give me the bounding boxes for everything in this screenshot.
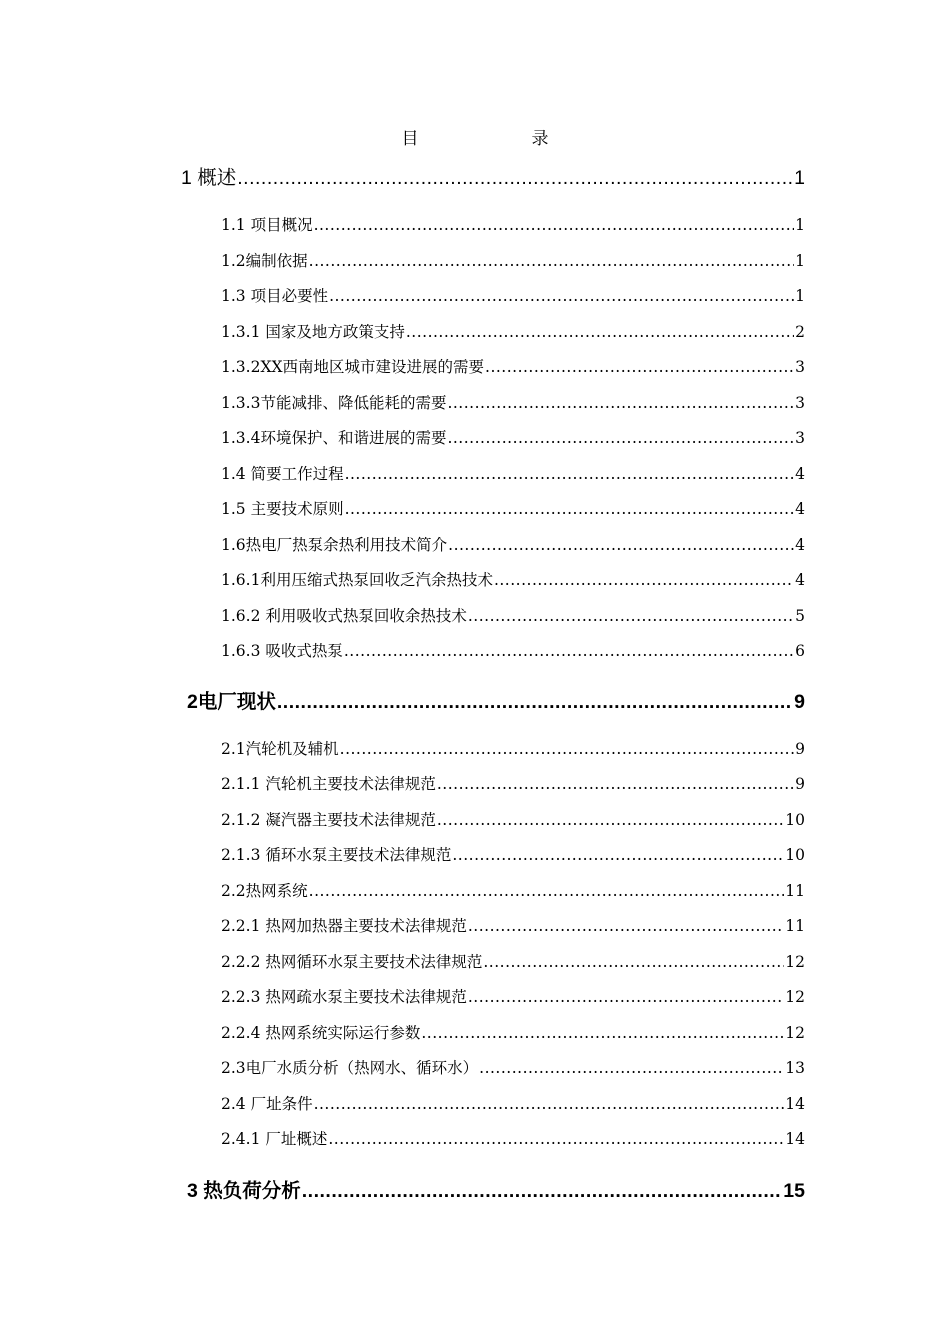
dot-leader (483, 953, 784, 971)
toc-entry[interactable] (221, 808, 805, 830)
toc-entry[interactable] (221, 639, 805, 661)
dot-leader (485, 358, 794, 376)
toc-entry-label: 2电厂现状 (187, 691, 276, 713)
toc-entry[interactable] (221, 213, 805, 235)
toc-entry-label: 1.3.3节能减排、降低能耗的需要 (221, 394, 447, 412)
toc-entry[interactable] (221, 737, 805, 759)
toc-entry-label: 2.2.4 热网系统实际运行参数 (221, 1024, 421, 1042)
toc-entry-page: 1 (795, 216, 805, 234)
toc-entry-page: 6 (795, 642, 805, 660)
toc-entry-label: 1.3 项目必要性 (221, 287, 329, 305)
dot-leader (344, 642, 794, 660)
toc-entry-label: 2.2.2 热网循环水泵主要技术法律规范 (221, 953, 483, 971)
toc-entry[interactable] (221, 355, 805, 377)
toc-entry[interactable] (221, 320, 805, 342)
dot-leader (340, 740, 794, 758)
toc-entry[interactable] (221, 772, 805, 794)
toc-entry[interactable] (221, 1127, 805, 1149)
toc-entry-label: 2.2热网系统 (221, 882, 308, 900)
toc-entry-page: 3 (795, 429, 805, 447)
toc-entry-label: 2.2.1 热网加热器主要技术法律规范 (221, 917, 467, 935)
dot-leader (448, 536, 794, 554)
toc-entry-label: 1.4 简要工作过程 (221, 465, 344, 483)
dot-leader (421, 1024, 784, 1042)
dot-leader (406, 323, 794, 341)
dot-leader (468, 988, 784, 1006)
toc-entry[interactable] (221, 1092, 805, 1114)
toc-entry[interactable] (221, 1056, 805, 1078)
toc-entry-label: 1.2编制依据 (221, 252, 308, 270)
toc-entry-page: 12 (785, 953, 805, 971)
toc-entry-label: 2.2.3 热网疏水泵主要技术法律规范 (221, 988, 467, 1006)
dot-leader (314, 216, 795, 234)
toc-entry[interactable] (221, 950, 805, 972)
toc-entry-label: 1.6.3 吸收式热泵 (221, 642, 343, 660)
dot-leader (452, 846, 784, 864)
toc-entry[interactable] (221, 843, 805, 865)
toc-entry-chapter-2[interactable] (187, 686, 805, 714)
toc-entry[interactable] (221, 284, 805, 306)
dot-leader (329, 287, 794, 305)
toc-entry-label: 1.5 主要技术原则 (221, 500, 344, 518)
toc-entry[interactable] (221, 1021, 805, 1043)
toc-entry-page: 9 (794, 691, 805, 713)
toc-entry-page: 12 (785, 1024, 805, 1042)
toc-entry-page: 4 (795, 536, 805, 554)
dot-leader (277, 691, 793, 714)
dot-leader (309, 252, 794, 270)
toc-entry-page: 9 (795, 775, 805, 793)
toc-entry-page: 1 (795, 287, 805, 305)
dot-leader (237, 167, 793, 190)
toc-entry-page: 4 (795, 465, 805, 483)
toc-entry[interactable] (221, 426, 805, 448)
toc-entry-label: 3 热负荷分析 (187, 1180, 301, 1202)
toc-entry-chapter-1[interactable] (181, 162, 805, 190)
toc-entry[interactable] (221, 497, 805, 519)
toc-entry[interactable] (221, 914, 805, 936)
toc-entry-page: 14 (785, 1130, 805, 1148)
toc-entry[interactable] (221, 985, 805, 1007)
toc-entry-page: 15 (783, 1180, 805, 1202)
toc-entry-label: 2.1汽轮机及辅机 (221, 740, 339, 758)
dot-leader (345, 465, 795, 483)
dot-leader (437, 811, 784, 829)
toc-entry[interactable] (221, 533, 805, 555)
dot-leader (468, 917, 784, 935)
dot-leader (302, 1180, 783, 1203)
toc-entry-label: 1.3.2XX西南地区城市建设进展的需要 (221, 358, 485, 376)
toc-entry-label: 2.1.3 循环水泵主要技术法律规范 (221, 846, 452, 864)
toc-entry-page: 10 (785, 846, 805, 864)
toc-entry-page: 11 (785, 917, 805, 935)
dot-leader (328, 1130, 784, 1148)
toc-entry[interactable] (221, 604, 805, 626)
toc-entry-label: 2.4 厂址条件 (221, 1095, 313, 1113)
toc-entry-label: 1.1 项目概况 (221, 216, 313, 234)
dot-leader (314, 1095, 785, 1113)
toc-entry[interactable] (221, 249, 805, 271)
toc-entry-label: 2.1.1 汽轮机主要技术法律规范 (221, 775, 436, 793)
toc-entry-page: 9 (795, 740, 805, 758)
toc-entry-label: 1 概述 (181, 167, 237, 189)
dot-leader (479, 1059, 784, 1077)
toc-entry-label: 2.1.2 凝汽器主要技术法律规范 (221, 811, 436, 829)
toc-entry-page: 5 (795, 607, 805, 625)
toc-entry[interactable] (221, 462, 805, 484)
toc-entry-page: 13 (785, 1059, 805, 1077)
toc-entry-page: 1 (794, 167, 805, 189)
dot-leader (437, 775, 794, 793)
toc-entry-page: 10 (785, 811, 805, 829)
toc-entry-page: 14 (785, 1095, 805, 1113)
toc-entry[interactable] (221, 568, 805, 590)
toc-entry-label: 1.6.2 利用吸收式热泵回收余热技术 (221, 607, 467, 625)
toc-entry-chapter-3[interactable] (187, 1175, 805, 1203)
toc-entry-page: 3 (795, 394, 805, 412)
toc-entry-label: 1.3.4环境保护、和谐进展的需要 (221, 429, 447, 447)
toc-entry-label: 1.6热电厂热泵余热利用技术简介 (221, 536, 448, 554)
dot-leader (468, 607, 794, 625)
toc-entry-label: 2.4.1 厂址概述 (221, 1130, 328, 1148)
toc-entry-page: 12 (785, 988, 805, 1006)
dot-leader (447, 429, 794, 447)
toc-entry-page: 3 (795, 358, 805, 376)
dot-leader (447, 394, 794, 412)
toc-entry-page: 11 (785, 882, 805, 900)
toc-entry-label: 2.3电厂水质分析（热网水、循环水） (221, 1059, 479, 1077)
toc-entry-page: 4 (795, 500, 805, 518)
toc-entry[interactable] (221, 391, 805, 413)
toc-entry-label: 1.6.1利用压缩式热泵回收乏汽余热技术 (221, 571, 493, 589)
toc-entry[interactable] (221, 879, 805, 901)
toc-entry-page: 4 (795, 571, 805, 589)
toc-entry-label: 1.3.1 国家及地方政策支持 (221, 323, 405, 341)
toc-entry-page: 1 (795, 252, 805, 270)
dot-leader (309, 882, 785, 900)
dot-leader (494, 571, 794, 589)
dot-leader (345, 500, 795, 518)
toc-title: 目 录 (401, 129, 597, 149)
toc-entry-page: 2 (795, 323, 805, 341)
